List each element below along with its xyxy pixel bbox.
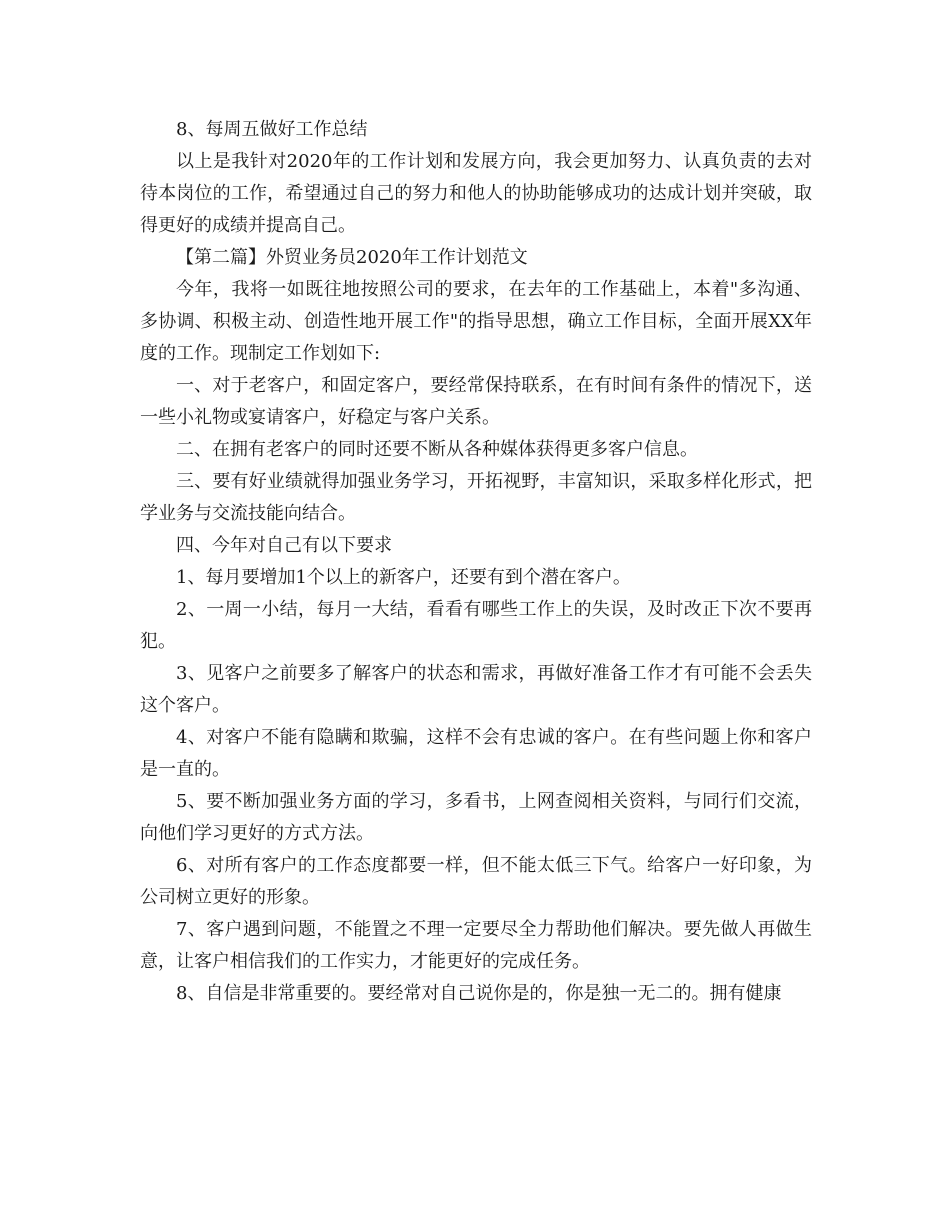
paragraph-item-3: 三、要有好业绩就得加强业务学习，开拓视野，丰富知识，采取多样化形式，把学业务与交流技能向结合。	[140, 471, 812, 524]
list-item-requirement-4: 4、对客户不能有隐瞒和欺骗，这样不会有忠诚的客户。在有些问题上你和客户是一直的。	[140, 727, 812, 780]
list-item-requirement-1: 1、每月要增加1个以上的新客户，还要有到个潜在客户。	[176, 567, 631, 588]
list-item-requirement-2: 2、一周一小结，每月一大结，看看有哪些工作上的失误，及时改正下次不要再犯。	[140, 599, 812, 652]
document-body	[140, 114, 812, 1010]
list-item-requirement-5: 5、要不断加强业务方面的学习，多看书，上网查阅相关资料，与同行们交流，向他们学习更好的方式方法。	[140, 791, 812, 844]
paragraph-item-2: 二、在拥有老客户的同时还要不断从各种媒体获得更多客户信息。	[176, 439, 698, 460]
list-item-requirement-6: 6、对所有客户的工作态度都要一样，但不能太低三下气。给客户一好印象，为公司树立更好的形象。	[140, 855, 812, 908]
paragraph-intro: 今年，我将一如既往地按照公司的要求，在去年的工作基础上，本着"多沟通、多协调、积极主动、创造性地开展工作"的指导思想，确立工作目标，全面开展XX年度的工作。现制定工作划如下:	[140, 279, 812, 364]
list-item-requirement-3: 3、见客户之前要多了解客户的状态和需求，再做好准备工作才有可能不会丢失这个客户。	[140, 663, 812, 716]
section-heading: 【第二篇】外贸业务员2020年工作计划范文	[176, 247, 528, 268]
paragraph-item-4: 四、今年对自己有以下要求	[176, 535, 392, 556]
list-item-requirement-8: 8、自信是非常重要的。要经常对自己说你是的，你是独一无二的。拥有健康	[176, 983, 782, 1004]
paragraph-item-1: 一、对于老客户，和固定客户，要经常保持联系，在有时间有条件的情况下，送一些小礼物或宴请客户，好稳定与客户关系。	[140, 375, 812, 428]
list-item-requirement-7: 7、客户遇到问题，不能置之不理一定要尽全力帮助他们解决。要先做人再做生意，让客户相信我们的工作实力，才能更好的完成任务。	[140, 919, 812, 972]
paragraph-weekly-summary: 8、每周五做好工作总结	[176, 119, 368, 140]
paragraph-conclusion: 以上是我针对2020年的工作计划和发展方向，我会更加努力、认真负责的去对待本岗位的工作，希望通过自己的努力和他人的协助能够成功的达成计划并突破，取得更好的成绩并提高自己。	[140, 151, 812, 236]
